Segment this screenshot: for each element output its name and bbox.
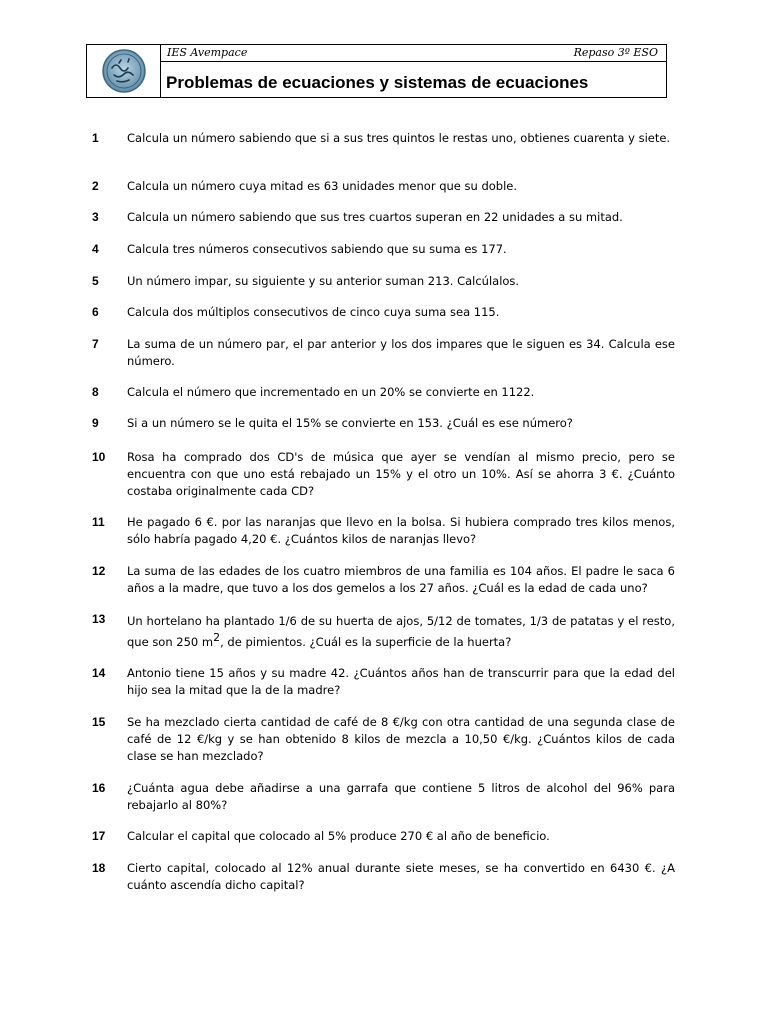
problem-number: 6 bbox=[92, 305, 99, 319]
problem-number: 16 bbox=[92, 781, 106, 795]
school-logo-cell bbox=[87, 45, 161, 97]
problem-text: La suma de un número par, el par anterior y los dos impares que le siguen es 34. Calcula ese número. bbox=[127, 337, 675, 368]
problem-number: 8 bbox=[92, 385, 99, 399]
problem-text: He pagado 6 €. por las naranjas que llevo en la bolsa. Si hubiera comprado tres kilos menos, sólo habría pagado 4,20 €. ¿Cuántos kilos de naranjas llevo? bbox=[127, 515, 675, 546]
problem-number: 9 bbox=[92, 416, 99, 430]
problem-text: Un número impar, su siguiente y su anterior suman 213. Calcúlalos. bbox=[127, 274, 520, 288]
problem-text: Cierto capital, colocado al 12% anual durante siete meses, se ha convertido en 6430 €. ¿A cuánto ascendía dicho capital? bbox=[127, 861, 675, 892]
problem-text: Calcula dos múltiplos consecutivos de cinco cuya suma sea 115. bbox=[127, 305, 500, 319]
problem-text: Calcula un número cuya mitad es 63 unidades menor que su doble. bbox=[127, 179, 518, 193]
school-logo-icon bbox=[101, 48, 147, 94]
problem-number: 13 bbox=[92, 612, 106, 626]
problem-number: 10 bbox=[92, 450, 106, 464]
header-title-cell bbox=[161, 45, 666, 97]
document-header bbox=[86, 44, 667, 98]
problem-text: Calcular el capital que colocado al 5% produce 270 € al año de beneficio. bbox=[127, 829, 550, 843]
problem-number: 12 bbox=[92, 564, 106, 578]
page-title: Problemas de ecuaciones y sistemas de ecuaciones bbox=[166, 73, 589, 92]
problem-text: Rosa ha comprado dos CD's de música que ayer se vendían al mismo precio, pero se encuentra con que uno está rebajado un 15% y el otro un 10%. Así se ahorra 3 €. ¿Cuánto costaba originalmente cada CD? bbox=[127, 450, 675, 498]
problem-number: 14 bbox=[92, 666, 106, 680]
problem-number: 4 bbox=[92, 242, 99, 256]
problem-number: 17 bbox=[92, 829, 106, 843]
problem-text: ¿Cuánta agua debe añadirse a una garrafa que contiene 5 litros de alcohol del 96% para rebajarlo al 80%? bbox=[127, 781, 675, 812]
problem-number: 15 bbox=[92, 715, 106, 729]
header-divider bbox=[161, 61, 666, 62]
problem-number: 1 bbox=[92, 131, 99, 145]
problem-text: Si a un número se le quita el 15% se convierte en 153. ¿Cuál es ese número? bbox=[127, 416, 573, 430]
problem-number: 7 bbox=[92, 337, 99, 351]
problem-number: 3 bbox=[92, 210, 99, 224]
problem-text-before: Un hortelano ha plantado 1/6 de su huerta de ajos, 5/12 de tomates, 1/3 de patatas y el resto, que son 250 m bbox=[127, 614, 675, 649]
problem-number: 18 bbox=[92, 861, 106, 875]
problem-number: 2 bbox=[92, 179, 99, 193]
problem-text: Se ha mezclado cierta cantidad de café de 8 €/kg con otra cantidad de una segunda clase de café de 12 €/kg y se han obtenido 8 kilos de mezcla a 10,50 €/kg. ¿Cuántos kilos de cada clase se han mezclado? bbox=[127, 715, 675, 763]
problem-text: La suma de las edades de los cuatro miembros de una familia es 104 años. El padre le saca 6 años a la madre, que tuvo a los dos gemelos a los 27 años. ¿Cuál es la edad de cada uno? bbox=[127, 564, 675, 595]
problem-number: 11 bbox=[92, 515, 105, 529]
problem-text-after: , de pimientos. ¿Cuál es la superficie de la huerta? bbox=[220, 635, 512, 649]
school-name: IES Avempace bbox=[167, 46, 248, 59]
superscript-two: 2 bbox=[213, 631, 221, 645]
course-label: Repaso 3º ESO bbox=[573, 46, 658, 59]
problem-text: Calcula un número sabiendo que sus tres cuartos superan en 22 unidades a su mitad. bbox=[127, 210, 623, 224]
problem-text: Antonio tiene 15 años y su madre 42. ¿Cuántos años han de transcurrir para que la edad del hijo sea la mitad que la de la madre? bbox=[127, 666, 675, 697]
problem-text: Calcula el número que incrementado en un 20% se convierte en 1122. bbox=[127, 385, 535, 399]
problem-text: Calcula tres números consecutivos sabiendo que su suma es 177. bbox=[127, 242, 507, 256]
problem-number: 5 bbox=[92, 274, 99, 288]
problem-text: Calcula un número sabiendo que si a sus tres quintos le restas uno, obtienes cuarenta y siete. bbox=[127, 131, 671, 145]
problem-text bbox=[127, 611, 675, 653]
